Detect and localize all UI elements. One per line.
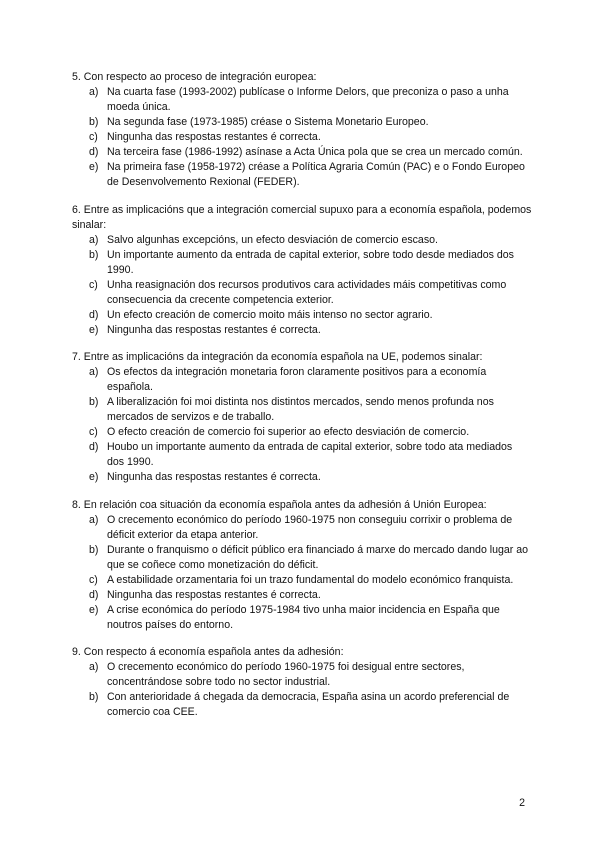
- option-text: Na segunda fase (1973-1985) créase o Sistema Monetario Europeo.: [107, 116, 429, 128]
- option-letter: b): [89, 691, 99, 703]
- question-8: [72, 498, 532, 633]
- option-item: [72, 323, 532, 338]
- option-item: [72, 573, 532, 588]
- option-item: [72, 160, 532, 190]
- option-letter: e): [89, 323, 99, 336]
- option-letter: c): [89, 426, 98, 438]
- option-text: A liberalización foi moi distinta nos distintos mercados, sendo menos profunda nos mercados de servizos e de traballo.: [107, 396, 494, 423]
- option-item: [72, 513, 532, 543]
- option-item: [72, 543, 532, 573]
- option-letter: a): [89, 86, 99, 98]
- option-text: Salvo algunhas excepcións, un efecto desviación de comercio escaso.: [107, 233, 438, 246]
- option-letter: d): [89, 588, 99, 601]
- option-letter: e): [89, 161, 99, 173]
- option-item: [72, 233, 532, 248]
- option-text: Ningunha das respostas restantes é correcta.: [107, 588, 321, 601]
- option-item: [72, 470, 532, 485]
- option-letter: d): [89, 146, 99, 158]
- option-letter: e): [89, 471, 99, 483]
- question-stem: 8. En relación coa situación da economía española antes da adhesión á Unión Europea:: [72, 498, 487, 511]
- option-item: [72, 603, 532, 633]
- option-item: [72, 115, 532, 130]
- option-item: [72, 85, 532, 115]
- option-text: Os efectos da integración monetaria foron claramente positivos para a economía española.: [107, 366, 487, 393]
- option-letter: b): [89, 396, 99, 408]
- option-letter: c): [89, 573, 98, 586]
- option-letter: b): [89, 116, 99, 128]
- option-letter: b): [89, 543, 99, 556]
- question-5: [72, 70, 532, 190]
- option-text: Durante o franquismo o déficit público era financiado á marxe do mercado dando lugar ao que se coñece como monetización do déficit.: [107, 543, 529, 571]
- option-text: Unha reasignación dos recursos produtivos cara actividades máis competitivas como consecuencia da crecente competencia exterior.: [107, 278, 507, 306]
- option-item: [72, 690, 532, 720]
- option-letter: a): [89, 233, 99, 246]
- option-text: O efecto creación de comercio foi superior ao efecto desviación de comercio.: [107, 426, 470, 438]
- option-list: [72, 660, 532, 720]
- question-stem: 7. Entre as implicacións da integración da economía española na UE, podemos sinalar:: [72, 351, 483, 363]
- option-list: [72, 233, 532, 338]
- option-letter: b): [89, 248, 99, 261]
- option-item: [72, 395, 532, 425]
- option-item: [72, 145, 532, 160]
- option-item: [72, 278, 532, 308]
- question-list: [72, 70, 532, 733]
- option-letter: c): [89, 278, 98, 291]
- option-letter: c): [89, 131, 98, 143]
- option-item: [72, 440, 532, 470]
- option-item: [72, 130, 532, 145]
- question-6: [72, 203, 532, 338]
- option-text: Un importante aumento da entrada de capital exterior, sobre todo desde mediados dos 1990.: [107, 248, 514, 276]
- option-letter: e): [89, 603, 99, 616]
- question-7: [72, 350, 532, 485]
- page-number: 2: [519, 797, 525, 809]
- option-text: Ningunha das respostas restantes é correcta.: [107, 131, 321, 143]
- option-text: Un efecto creación de comercio moito máis intenso no sector agrario.: [107, 308, 433, 321]
- question-stem: 5. Con respecto ao proceso de integración europea:: [72, 71, 317, 83]
- option-text: Con anterioridade á chegada da democracia, España asina un acordo preferencial de comercio coa CEE.: [107, 691, 510, 718]
- option-item: [72, 588, 532, 603]
- option-text: Ningunha das respostas restantes é correcta.: [107, 323, 321, 336]
- question-stem: 9. Con respecto á economía española antes da adhesión:: [72, 646, 344, 658]
- option-list: [72, 365, 532, 485]
- option-item: [72, 308, 532, 323]
- option-letter: d): [89, 308, 99, 321]
- option-letter: a): [89, 661, 99, 673]
- option-item: [72, 425, 532, 440]
- option-text: Houbo un importante aumento da entrada de capital exterior, sobre todo ata mediados dos 1990.: [107, 441, 513, 468]
- option-text: O crecemento económico do período 1960-1975 foi desigual entre sectores, concentrándose sobre todo no sector industrial.: [107, 661, 465, 688]
- option-text: A estabilidade orzamentaria foi un trazo fundamental do modelo económico franquista.: [107, 573, 514, 586]
- option-text: Na primeira fase (1958-1972) créase a Política Agraria Común (PAC) e o Fondo Europeo de Desenvolvemento Rexional (FEDER).: [107, 161, 525, 188]
- question-stem: 6. Entre as implicacións que a integración comercial supuxo para a economía española, podemos sinalar:: [72, 203, 532, 231]
- option-letter: d): [89, 441, 99, 453]
- option-item: [72, 365, 532, 395]
- option-item: [72, 660, 532, 690]
- option-list: [72, 85, 532, 190]
- option-text: Ningunha das respostas restantes é correcta.: [107, 471, 321, 483]
- option-letter: a): [89, 366, 99, 378]
- option-item: [72, 248, 532, 278]
- option-letter: a): [89, 513, 99, 526]
- option-text: A crise económica do período 1975-1984 tivo unha maior incidencia en España que noutros países do entorno.: [107, 603, 500, 631]
- option-list: [72, 513, 532, 633]
- question-9: [72, 645, 532, 720]
- option-text: Na cuarta fase (1993-2002) publícase o Informe Delors, que preconiza o paso a unha moeda única.: [107, 86, 509, 113]
- option-text: O crecemento económico do período 1960-1975 non conseguiu corrixir o problema de déficit exterior da etapa anterior.: [107, 513, 513, 541]
- option-text: Na terceira fase (1986-1992) asínase a Acta Única pola que se crea un mercado común.: [107, 146, 523, 158]
